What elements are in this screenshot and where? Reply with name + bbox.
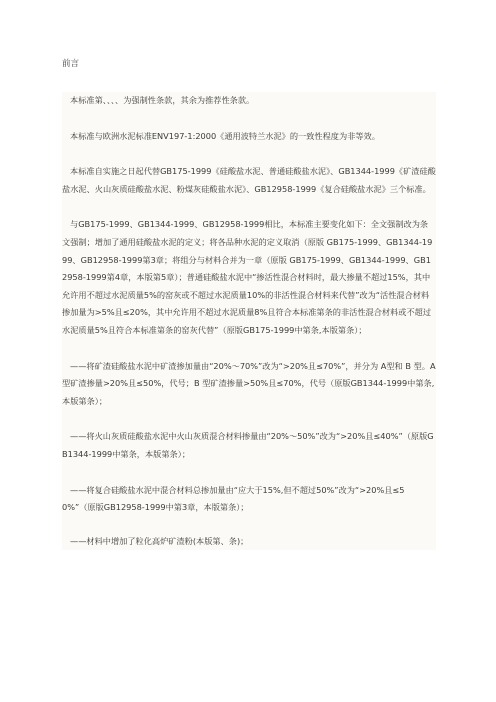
- paragraph-mandatory-clauses: 本标准第、、、、为强制性条款，其余为推荐性条款。: [70, 95, 255, 105]
- document-page: [62, 58, 436, 550]
- paragraph-slag-cement: ——将矿渣硅酸盐水泥中矿渣掺加量由“20%～70%”改为“>20%且≤70%”，并分为 A型和 B 型。A 型矿渣掺量>20%且≤50%，代号；B 型矿渣掺量>50%且≤70%，代号（原版GB1344-1999中第条,本版第条）；: [62, 360, 436, 406]
- paragraph-changes: 与GB175-1999、GB1344-1999、GB12958-1999相比，本标准主要变化如下：全文强制改为条文强制；增加了通用硅酸盐水泥的定义；将各品种水泥的定义取消（原版 GB175-1999、GB1344-1999、GB12958-1999第3章；将组分与材料合并为一章（原版 GB175-1999、GB1344-1999、GB12958-1999第4章，本版第5章）；普通硅酸盐水泥中“掺活性混合材料时，最大掺量不超过15%，其中允许用不超过水泥质量5%的窑灰或不超过水泥质量10%的非活性混合材料来代替”改为“活性混合材料掺加量为>5%且≤20%，其中允许用不超过水泥质量8%且符合本标准第条的非活性混合材料或不超过水泥质量5%且符合本标准第条的窑灰代替”（原版GB175-1999中第条,本版第条）；: [62, 219, 433, 335]
- document-heading: 前言: [62, 59, 80, 69]
- paragraph-pozzolana-cement: ——将火山灰质硅酸盐水泥中火山灰质混合材料掺量由“20%～50%”改为“>20%且≤40%”（原版GB1344-1999中第条，本版第条）；: [62, 431, 434, 459]
- paragraph-slag-powder: ——材料中增加了粒化高炉矿渣粉(本版第、条)；: [70, 535, 249, 546]
- paragraph-composite-cement: ——将复合硅酸盐水泥中混合材料总掺加量由“应大于15%,但不超过50%”改为“>20%且≤50%”（原版GB12958-1999中第3章，本版第条）；: [62, 484, 405, 513]
- paragraph-consistency: 本标准与欧洲水泥标准ENV197-1:2000《通用波特兰水泥》的一致性程度为非等效。: [70, 130, 380, 141]
- document-body: [62, 92, 436, 550]
- paragraph-replaces: 本标准自实施之日起代替GB175-1999《硅酸盐水泥、普通硅酸盐水泥》、GB1344-1999《矿渣硅酸盐水泥、火山灰质硅酸盐水泥、粉煤灰硅酸盐水泥》、GB12958-1999《复合硅酸盐水泥》三个标准。: [62, 166, 436, 194]
